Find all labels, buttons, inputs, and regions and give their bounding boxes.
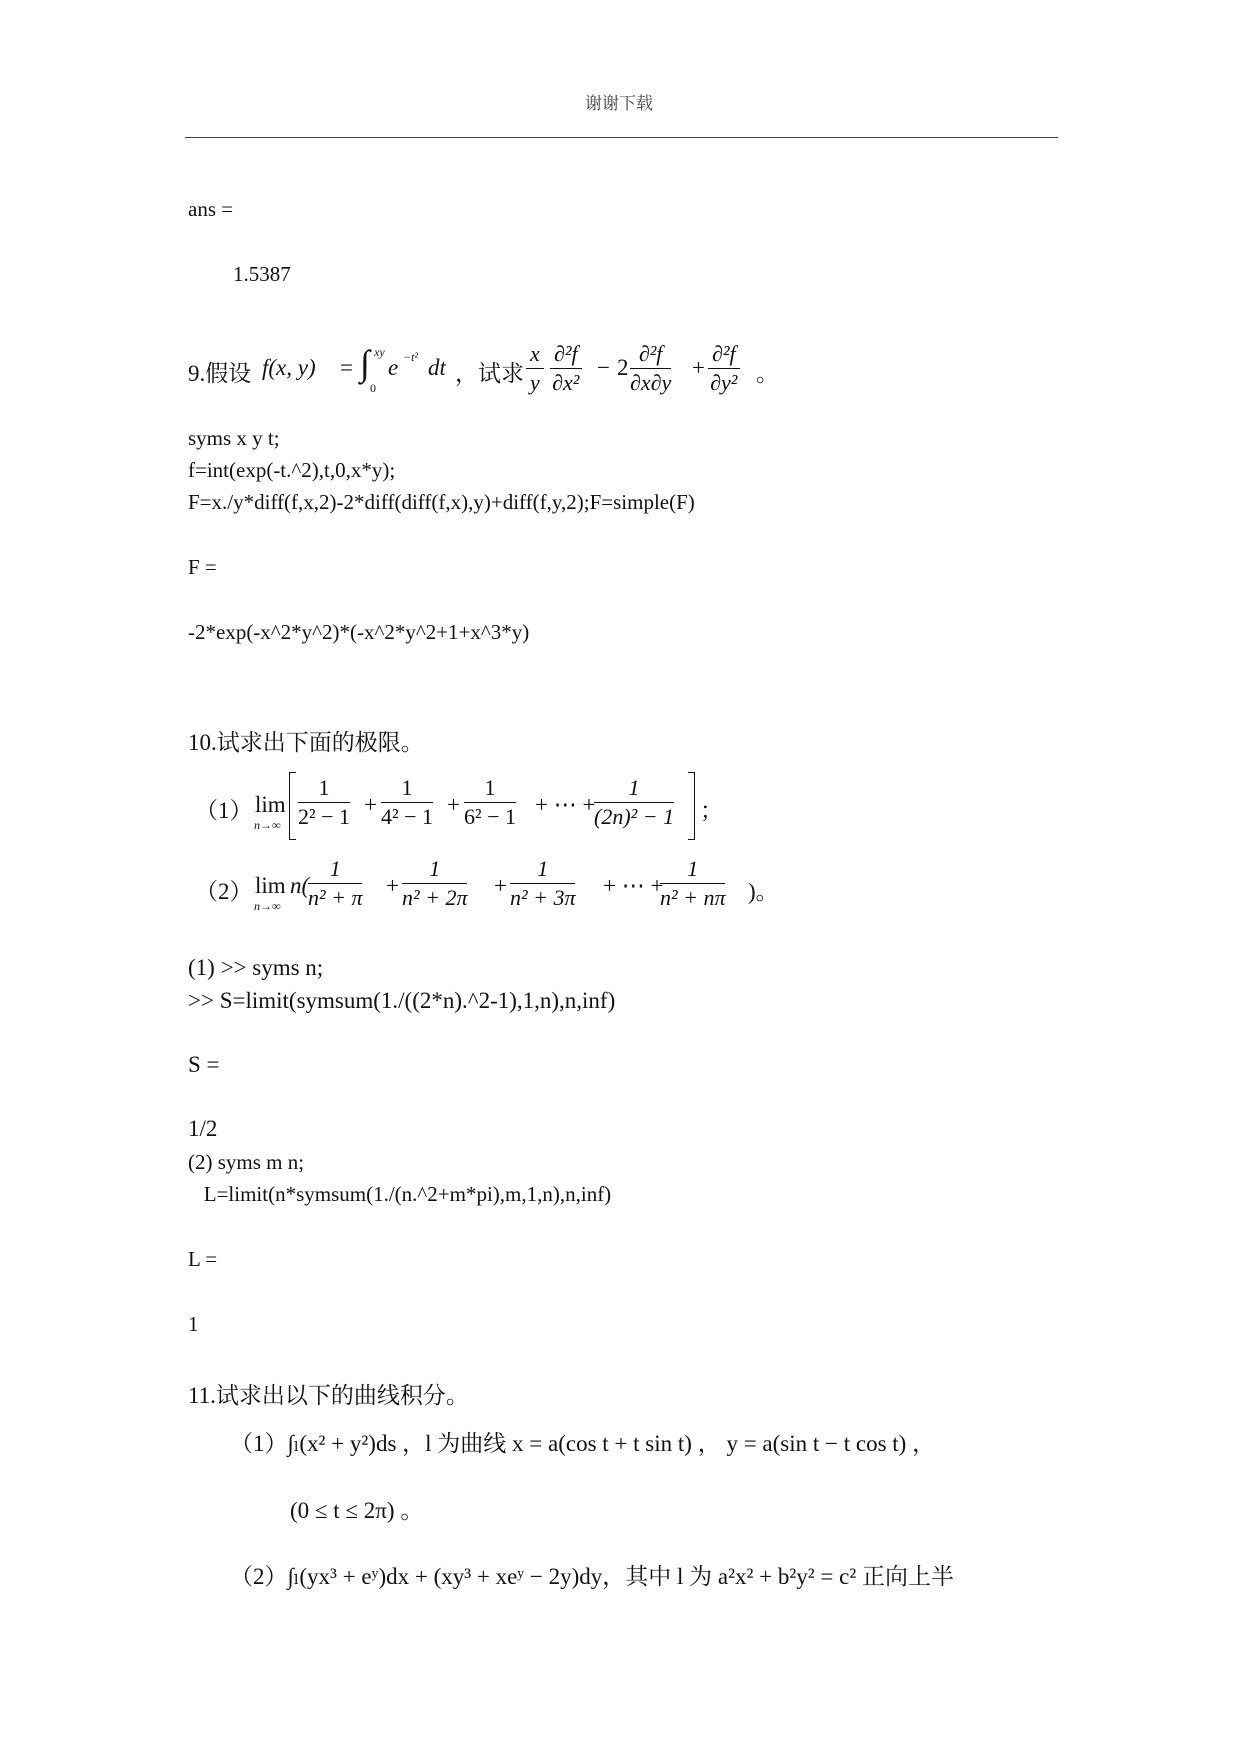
- q9-end: 。: [756, 361, 779, 386]
- q9-frac-d2f-dy2: $\frac{\text{∂²f}}{\text{∂y²}}$: [708, 340, 740, 397]
- code-10-2-line-2: L=limit(n*symsum(1./(n.^2+m*pi),m,1,n),n,inf): [188, 1182, 612, 1206]
- S-value: 1/2: [188, 1116, 218, 1141]
- q9-frac-d2f-dxdy: $\frac{\text{∂²f}}{\partial x\partial y}$: [630, 341, 672, 395]
- q10-1-lim-sub: n→∞: [254, 818, 281, 832]
- q9-lower-limit: 0: [370, 381, 376, 395]
- q9-integrand: e: [388, 355, 399, 380]
- q9-coef: 2: [617, 355, 629, 380]
- q10-2-n: n(: [290, 873, 310, 898]
- q10-2-lim-sub: n→∞: [254, 899, 281, 913]
- left-bracket: [289, 772, 296, 840]
- q10-2-plus-1: +: [386, 873, 399, 898]
- q10-1-frac-2: $\frac{1}{\text{4² − 1}}$: [381, 775, 434, 829]
- code-9-line-2: f=int(exp(-t.^2),t,0,x*y);: [188, 458, 396, 482]
- code-10-1-line-2: >> S=limit(symsum(1./((2*n).^2-1),1,n),n,inf): [188, 988, 616, 1013]
- q10-1-end: ；: [700, 798, 723, 823]
- q11-1-line-1: （1）∫ₗ(x² + y²)ds ，l 为曲线 x = a(cos t + t sin t) ， y = a(sin t − t cos t) ，: [230, 1431, 936, 1456]
- code-10-2-line-1: (2) syms m n;: [188, 1150, 305, 1174]
- ans-label: ans =: [188, 197, 234, 221]
- q9-exponent: −t²: [403, 350, 419, 364]
- code-10-1-line-1: (1) >> syms n;: [188, 955, 324, 980]
- q10-1-frac-3: $\frac{1}{\text{6² − 1}}$: [464, 775, 517, 829]
- q10-1-frac-1: $\frac{1}{\text{2² − 1}}$: [298, 775, 351, 829]
- q9-plus: +: [692, 355, 705, 380]
- q9-eq: =: [340, 355, 353, 380]
- q10-2-label: （2）: [195, 879, 253, 904]
- q10-2-frac-3: $\frac{1}{\text{n² + 3π}}$: [510, 856, 576, 910]
- F-label: F =: [188, 555, 217, 579]
- right-bracket: [688, 772, 695, 840]
- ans-value: 1.5387: [233, 262, 291, 286]
- q10-2-lim: lim: [255, 873, 286, 898]
- q11-title: 11.试求出以下的曲线积分。: [188, 1383, 469, 1408]
- q10-1-lim: lim: [255, 792, 286, 817]
- code-9-line-1: syms x y t;: [188, 426, 280, 450]
- q9-func: f(x, y): [262, 355, 316, 380]
- F-value: -2*exp(-x^2*y^2)*(-x^2*y^2+1+x^3*y): [188, 620, 530, 644]
- q10-2-frac-2: $\frac{1}{\text{n² + 2π}}$: [402, 856, 468, 910]
- q10-2-plus-2: +: [494, 873, 507, 898]
- q9-dt: dt: [428, 355, 446, 380]
- q11-2-line-1: （2）∫ₗ(yx³ + eʸ)dx + (xy³ + xeʸ − 2y)dy，其中 l 为 a²x² + b²y² = c² 正向上半: [230, 1564, 954, 1589]
- q9-minus: −: [597, 355, 610, 380]
- q10-2-end: )。: [748, 879, 779, 904]
- q10-2-frac-4: $\frac{1}{\text{n² + nπ}}$: [660, 856, 726, 910]
- L-value: 1: [188, 1312, 199, 1336]
- q10-1-frac-4: $\frac{1}{\text{(2n)² − 1}}$: [594, 775, 675, 829]
- q9-upper-limit: xy: [374, 345, 385, 359]
- q10-1-plus-2: +: [447, 792, 460, 817]
- q9-ask: ，试求: [455, 361, 524, 386]
- q9-frac-xy: $\frac{x}{y}$: [526, 340, 544, 397]
- q9-prefix: 9.假设: [188, 361, 252, 386]
- q11-1-line-2: (0 ≤ t ≤ 2π) 。: [290, 1498, 424, 1523]
- q10-2-frac-1: $\frac{1}{\text{n² + π}}$: [308, 856, 363, 910]
- q10-1-dots: + ⋯ +: [535, 792, 596, 817]
- q10-1-plus-1: +: [364, 792, 377, 817]
- page-header: 谢谢下载: [585, 94, 653, 113]
- code-9-line-3: F=x./y*diff(f,x,2)-2*diff(diff(f,x),y)+diff(f,y,2);F=simple(F): [188, 490, 695, 514]
- q9-frac-d2f-dx2: $\frac{\text{∂²f}}{\text{∂x²}}$: [550, 340, 582, 397]
- header-rule: [185, 137, 1058, 138]
- L-label: L =: [188, 1247, 218, 1271]
- q10-1-label: （1）: [195, 798, 253, 823]
- q10-2-dots: + ⋯ +: [603, 873, 664, 898]
- S-label: S =: [188, 1052, 220, 1077]
- integral-sign: ∫: [360, 343, 370, 383]
- q10-title: 10.试求出下面的极限。: [188, 730, 424, 755]
